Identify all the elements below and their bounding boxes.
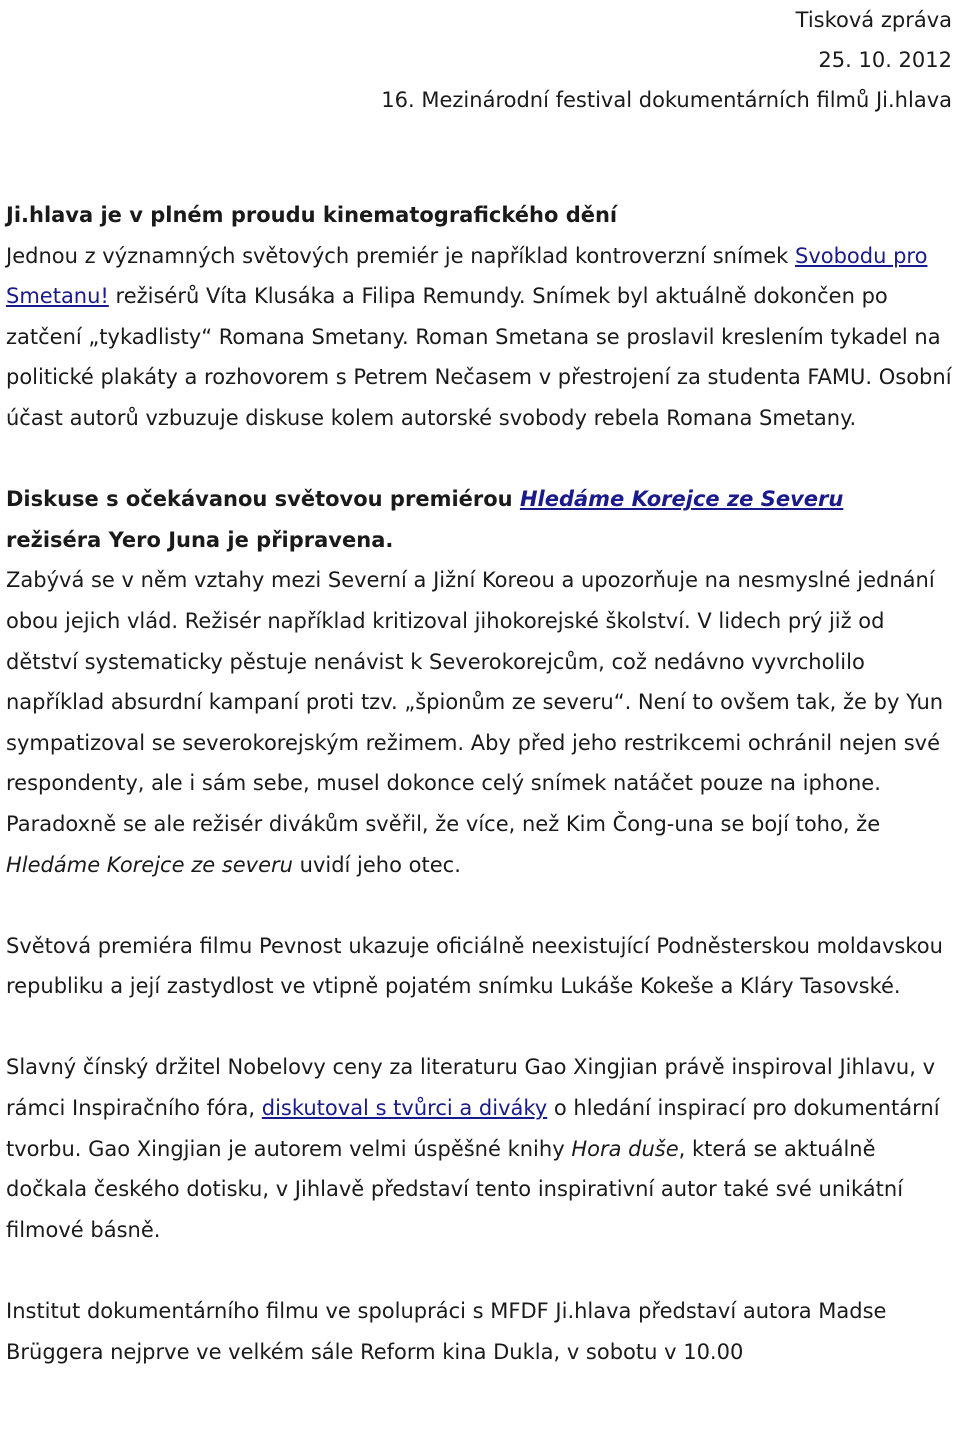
festival-name: 16. Mezinárodní festival dokumentárních filmů Ji.hlava: [381, 88, 952, 112]
paragraph-spacer: [6, 1250, 956, 1291]
paragraph-text: Zabývá se v něm vztahy mezi Severní a Jižní Koreou a upozorňuje na nesmyslné jednání obou jejich vlád. Režisér například kritizoval jihokorejské školství. V lidech prý již od dětství systematicky pěstuje nenávist k Severokorejcům, což nedávno vyvrcholilo například absurdní kampaní proti tzv. „špionům ze severu“. Není to ovšem tak, že by Yun sympatizoval se severokorejským režimem. Aby před jeho restrikcemi ochránil nejen své respondenty, ale i sám sebe, musel dokonce celý snímek natáčet pouze na iphone. Paradoxně se ale režisér divákům svěřil, že více, než Kim Čong-una se bojí toho, že: [6, 568, 944, 836]
document-body: [6, 195, 956, 1372]
paragraph: [6, 1047, 956, 1250]
paragraph-text: Slavný čínský držitel Nobelovy ceny za literaturu Gao Xingjian právě inspiroval Jihlavu, v rámci Inspiračního fóra,: [6, 1055, 935, 1121]
paragraph-text: o hledání inspirací pro dokumentární tvorbu. Gao Xingjian je autorem velmi úspěšné knihy: [6, 1096, 940, 1161]
paragraph-spacer: [6, 885, 956, 926]
document-type-label: Tisková zpráva: [795, 8, 952, 32]
book-title: Hora duše: [571, 1136, 679, 1161]
paragraph-text: režisérů Víta Klusáka a Filipa Remundy. Snímek byl aktuálně dokončen po zatčení „tykadlisty“ Romana Smetany. Roman Smetana se proslavil kreslením tykadel na politické plakáty a rozhovorem s Petrem Nečasem v přestrojení za studenta FAMU. Osobní účast autorů vzbuzuje diskuse kolem autorské svobody rebela Romana Smetany.: [6, 284, 952, 430]
film-title: Hledáme Korejce ze severu: [6, 852, 293, 877]
heading-text: Diskuse s očekávanou světovou premiérou: [6, 487, 520, 512]
press-release-header: [381, 0, 952, 120]
release-date: 25. 10. 2012: [818, 48, 952, 72]
paragraph: Institut dokumentárního filmu ve spolupráci s MFDF Ji.hlava představí autora Madse Brüggera nejprve ve velkém sále Reform kina Dukla, v sobotu v 10.00: [6, 1299, 887, 1364]
paragraph-text: , která se aktuálně dočkala českého dotisku, v Jihlavě představí tento inspirativní autor také své unikátní filmové básně.: [6, 1136, 904, 1242]
section-heading: Ji.hlava je v plném proudu kinematografického dění: [6, 203, 618, 227]
paragraph-spacer: [6, 1007, 956, 1048]
paragraph-text: uvidí jeho otec.: [292, 852, 461, 877]
section-heading: [6, 479, 956, 560]
film-link-svobodu-pro-smetanu[interactable]: Svobodu pro Smetanu!: [6, 243, 928, 309]
paragraph-spacer: [6, 439, 956, 480]
paragraph-text: Jednou z významných světových premiér je například kontroverzní snímek: [6, 243, 795, 268]
heading-text: režiséra Yero Juna je připravena.: [6, 527, 394, 552]
film-link-hledame-korejce[interactable]: Hledáme Korejce ze Severu: [519, 487, 844, 512]
paragraph: Světová premiéra filmu Pevnost ukazuje oficiálně neexistující Podněsterskou moldavskou republiku a její zastydlost ve vtipně pojatém snímku Lukáše Kokeše a Kláry Tasovské.: [6, 933, 943, 999]
discussion-link[interactable]: diskutoval s tvůrci a diváky: [261, 1096, 548, 1121]
paragraph: [6, 236, 956, 439]
paragraph: [6, 560, 956, 885]
